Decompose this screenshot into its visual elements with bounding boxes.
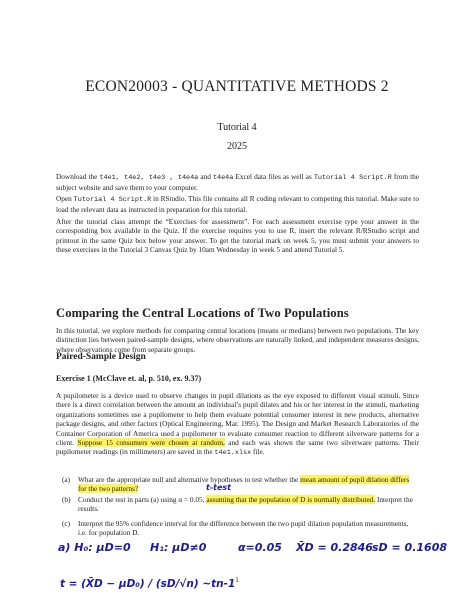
handwritten-mean: X̄D = 0.2846 — [296, 541, 373, 554]
handwritten-note-ttest: t-test — [206, 483, 231, 492]
handwritten-hypothesis-null: a) H₀: μD=0 — [58, 541, 131, 554]
intro-paragraph-3: After the tutorial class attempt the “Exercises for assessment”. For each assessment exercise type your answer in the corresponding box available in the Quiz. If the exercise requires you to use R, insert the relevant R/RStudio script and printout in the same Quiz box below your answer. To get the tutorial mark on week 5, you must submit your answers to these exercises in the Tutorial 3 Canvas Quiz by 10am Wednesday in week 5 and attend Tutorial 5. — [56, 217, 419, 255]
tutorial-label: Tutorial 4 — [217, 122, 257, 133]
question-b: (b) Conduct the test in parts (a) using α = 0.05, assuming that the population of D is normally distributed. Interpret the results. — [62, 495, 413, 514]
handwritten-t-statistic: t = (X̄D − μD₀) / (sD/√n) ~tn-1 — [60, 578, 236, 590]
handwritten-alpha: α=0.05 — [238, 541, 282, 554]
intro-paragraph-2: Open Tutorial 4 Script.R in RStudio. This file contains all R coding relevant to competing this tutorial. Make sure to load the relevant data as instructed in preparation for this tutorial. — [56, 194, 419, 215]
page-title: ECON20003 - QUANTITATIVE METHODS 2 — [85, 78, 389, 95]
highlight-consumers: Suppose 15 consumers were chosen at random, — [77, 438, 225, 448]
page-number: 1 — [235, 575, 239, 584]
section-heading: Comparing the Central Locations of Two Populations — [56, 306, 349, 320]
intro-paragraph-1: Download the t4e1, t4e2, t4e3 , t4e4a and t4e4a Excel data files as well as Tutorial 4 Script.R from the subject website and save them to your computer. — [56, 172, 419, 193]
year-label: 2025 — [227, 141, 247, 152]
exercise-heading: Exercise 1 (McClave et. al, p. 510, ex. 9.37) — [56, 374, 202, 383]
handwritten-sd: sD = 0.1608 — [372, 541, 448, 554]
subsection-heading: Paired-Sample Design — [56, 352, 146, 362]
handwritten-hypothesis-alt: H₁: μD≠0 — [150, 541, 207, 554]
question-a: (a) What are the appropriate null and alternative hypotheses to test whether the mean amount of pupil dilation differs for the two patterns? — [62, 475, 410, 494]
exercise-text: A pupilometer is a device used to observe changes in pupil dilations as the eye exposed to different visual stimuli. Since there is a direct correlation between the amount an individual’s pupil dilates and his or her interest in the stimuli, marketing organizations sometimes use a pupilometer to help them evaluate potential consumer interest in new products, alternative package designs, and other factors (Optical Engineering, Mar. 1995). The Design and Market Research Laboratories of the Container Corporation of America used a pupilometer to evaluate consumer reaction to different silverware patterns for a client. Suppose 15 consumers were chosen at random, and each was shown the same two silverware patterns. Their pupilometer readings (in millimeters) are saved in the t4e1.xlsx file. — [56, 391, 420, 458]
section-intro: In this tutorial, we explore methods for comparing central locations (means or medians) between two populations. The key distinction lies between paired-sample designs, where observations are naturally linked, and independent measures designs, where observations come from separate groups. — [56, 326, 419, 354]
question-c: (c) Interpret the 95% confidence interval for the difference between the two pupil dilation population measurements, i.e. for population D. — [62, 519, 409, 538]
